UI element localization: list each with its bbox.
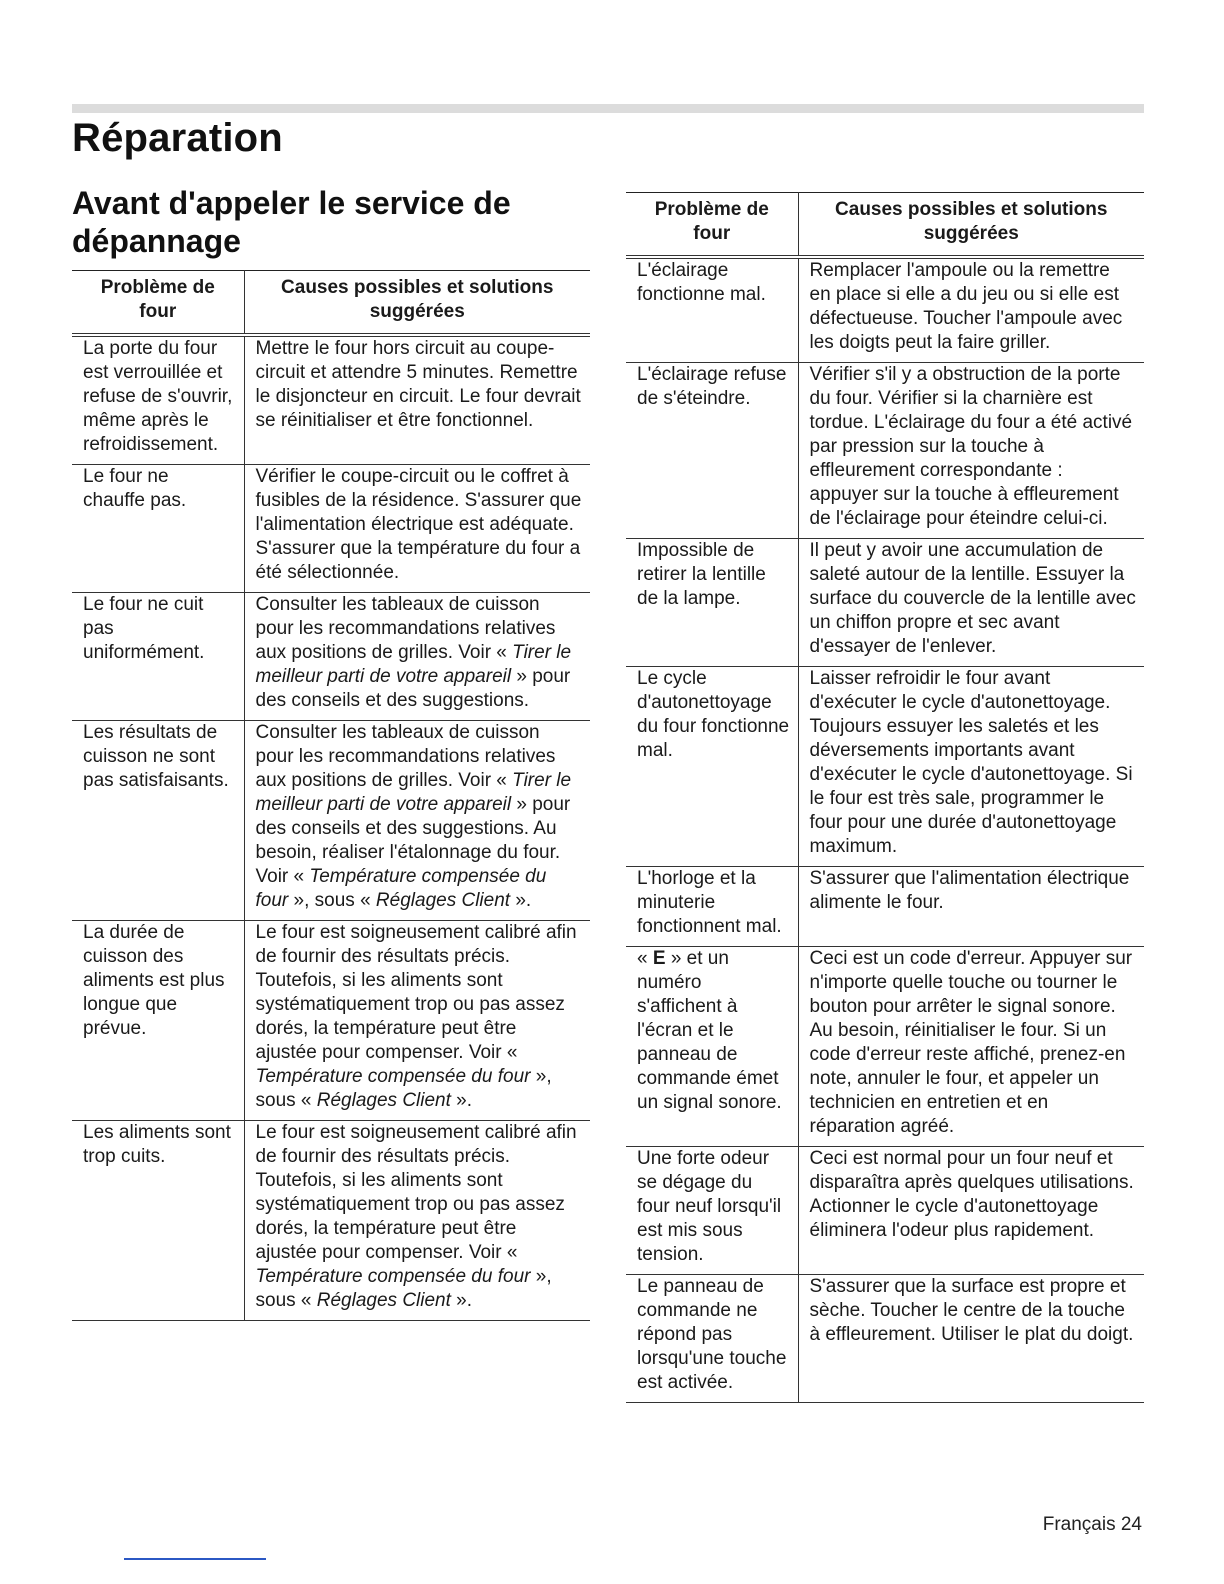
column-header-problem: Problème de four: [626, 193, 798, 258]
solution-cell: Remplacer l'ampoule ou la remettre en place si elle a du jeu ou si elle est défectueuse. Toucher l'ampoule avec les doigts peut la faire griller.: [798, 257, 1144, 363]
table-row: [72, 921, 590, 1121]
table-row: [626, 867, 1144, 947]
solution-cell: Laisser refroidir le four avant d'exécuter le cycle d'autonettoyage. Toujours essuyer les saletés et les déversements importants avant d'exécuter le cycle d'autonettoyage. Si le four est très sale, programmer le four pour une durée d'autonettoyage maximum.: [798, 667, 1144, 867]
problem-cell: Le panneau de commande ne répond pas lorsqu'une touche est activée.: [626, 1275, 798, 1403]
troubleshooting-table-left: [72, 270, 590, 1321]
problem-cell: L'horloge et la minuterie fonctionnent mal.: [626, 867, 798, 947]
table-row: [72, 593, 590, 721]
problem-cell: « E » et un numéro s'affichent à l'écran et le panneau de commande émet un signal sonore.: [626, 947, 798, 1147]
solution-cell: Consulter les tableaux de cuisson pour les recommandations relatives aux positions de grilles. Voir « Tirer le meilleur parti de votre appareil » pour des conseils et des suggestions.: [244, 593, 590, 721]
table-row: [72, 1121, 590, 1321]
solution-cell: Vérifier s'il y a obstruction de la porte du four. Vérifier si la charnière est tordue. L'éclairage du four a été activé par pression sur la touche à effleurement correspondante : appuyer sur la touche à effleurement de l'éclairage pour éteindre celui-ci.: [798, 363, 1144, 539]
problem-cell: Le cycle d'autonettoyage du four fonctionne mal.: [626, 667, 798, 867]
solution-cell: Ceci est normal pour un four neuf et disparaîtra après quelques utilisations. Actionner le cycle d'autonettoyage éliminera l'odeur plus rapidement.: [798, 1147, 1144, 1275]
table-row: [626, 1275, 1144, 1403]
header-rule: [72, 104, 1144, 113]
solution-cell: Le four est soigneusement calibré afin de fournir des résultats précis. Toutefois, si les aliments sont systématiquement trop ou pas assez dorés, la température peut être ajustée pour compenser. Voir « Température compensée du four », sous « Réglages Client ».: [244, 1121, 590, 1321]
problem-cell: L'éclairage fonctionne mal.: [626, 257, 798, 363]
solution-cell: S'assurer que l'alimentation électrique alimente le four.: [798, 867, 1144, 947]
page-title: Réparation: [72, 116, 283, 160]
problem-cell: Impossible de retirer la lentille de la lampe.: [626, 539, 798, 667]
table-row: [626, 363, 1144, 539]
problem-cell: La durée de cuisson des aliments est plus longue que prévue.: [72, 921, 244, 1121]
problem-cell: Une forte odeur se dégage du four neuf lorsqu'il est mis sous tension.: [626, 1147, 798, 1275]
table-row: [626, 257, 1144, 363]
solution-cell: Consulter les tableaux de cuisson pour les recommandations relatives aux positions de grilles. Voir « Tirer le meilleur parti de votre appareil » pour des conseils et des suggestions. Au besoin, réaliser l'étalonnage du four. Voir « Température compensée du four », sous « Réglages Client ».: [244, 721, 590, 921]
table-row: [626, 947, 1144, 1147]
column-header-causes: Causes possibles et solutions suggérées: [244, 271, 590, 336]
problem-cell: L'éclairage refuse de s'éteindre.: [626, 363, 798, 539]
table-row: [72, 721, 590, 921]
problem-cell: Les résultats de cuisson ne sont pas satisfaisants.: [72, 721, 244, 921]
solution-cell: Vérifier le coupe-circuit ou le coffret à fusibles de la résidence. S'assurer que l'alimentation électrique est adéquate. S'assurer que la température du four a été sélectionnée.: [244, 465, 590, 593]
problem-cell: Le four ne cuit pas uniformément.: [72, 593, 244, 721]
solution-cell: S'assurer que la surface est propre et sèche. Toucher le centre de la touche à effleurement. Utiliser le plat du doigt.: [798, 1275, 1144, 1403]
solution-cell: Mettre le four hors circuit au coupe-circuit et attendre 5 minutes. Remettre le disjoncteur en circuit. Le four devrait se réinitialiser et être fonctionnel.: [244, 335, 590, 465]
problem-cell: La porte du four est verrouillée et refuse de s'ouvrir, même après le refroidissement.: [72, 335, 244, 465]
section-title: Avant d'appeler le service de dépannage: [72, 185, 511, 259]
table-row: [626, 1147, 1144, 1275]
table-row: [626, 667, 1144, 867]
solution-cell: Ceci est un code d'erreur. Appuyer sur n'importe quelle touche ou tourner le bouton pour arrêter le signal sonore. Au besoin, réinitialiser le four. Si un code d'erreur reste affiché, prenez-en note, annuler le four, et appeler un technicien en entretien et en réparation agréé.: [798, 947, 1144, 1147]
footer-rule: [124, 1558, 266, 1560]
table-row: [72, 335, 590, 465]
table-header-row: [626, 193, 1144, 258]
table-header-row: [72, 271, 590, 336]
column-header-problem: Problème de four: [72, 271, 244, 336]
problem-cell: Les aliments sont trop cuits.: [72, 1121, 244, 1321]
table-row: [72, 465, 590, 593]
column-header-causes: Causes possibles et solutions suggérées: [798, 193, 1144, 258]
problem-cell: Le four ne chauffe pas.: [72, 465, 244, 593]
table-row: [626, 539, 1144, 667]
page-number: Français 24: [1042, 1514, 1142, 1535]
solution-cell: Le four est soigneusement calibré afin de fournir des résultats précis. Toutefois, si les aliments sont systématiquement trop ou pas assez dorés, la température peut être ajustée pour compenser. Voir « Température compensée du four », sous « Réglages Client ».: [244, 921, 590, 1121]
solution-cell: Il peut y avoir une accumulation de saleté autour de la lentille. Essuyer la surface du couvercle de la lentille avec un chiffon propre et sec avant d'essayer de l'enlever.: [798, 539, 1144, 667]
troubleshooting-table-right: [626, 192, 1144, 1403]
